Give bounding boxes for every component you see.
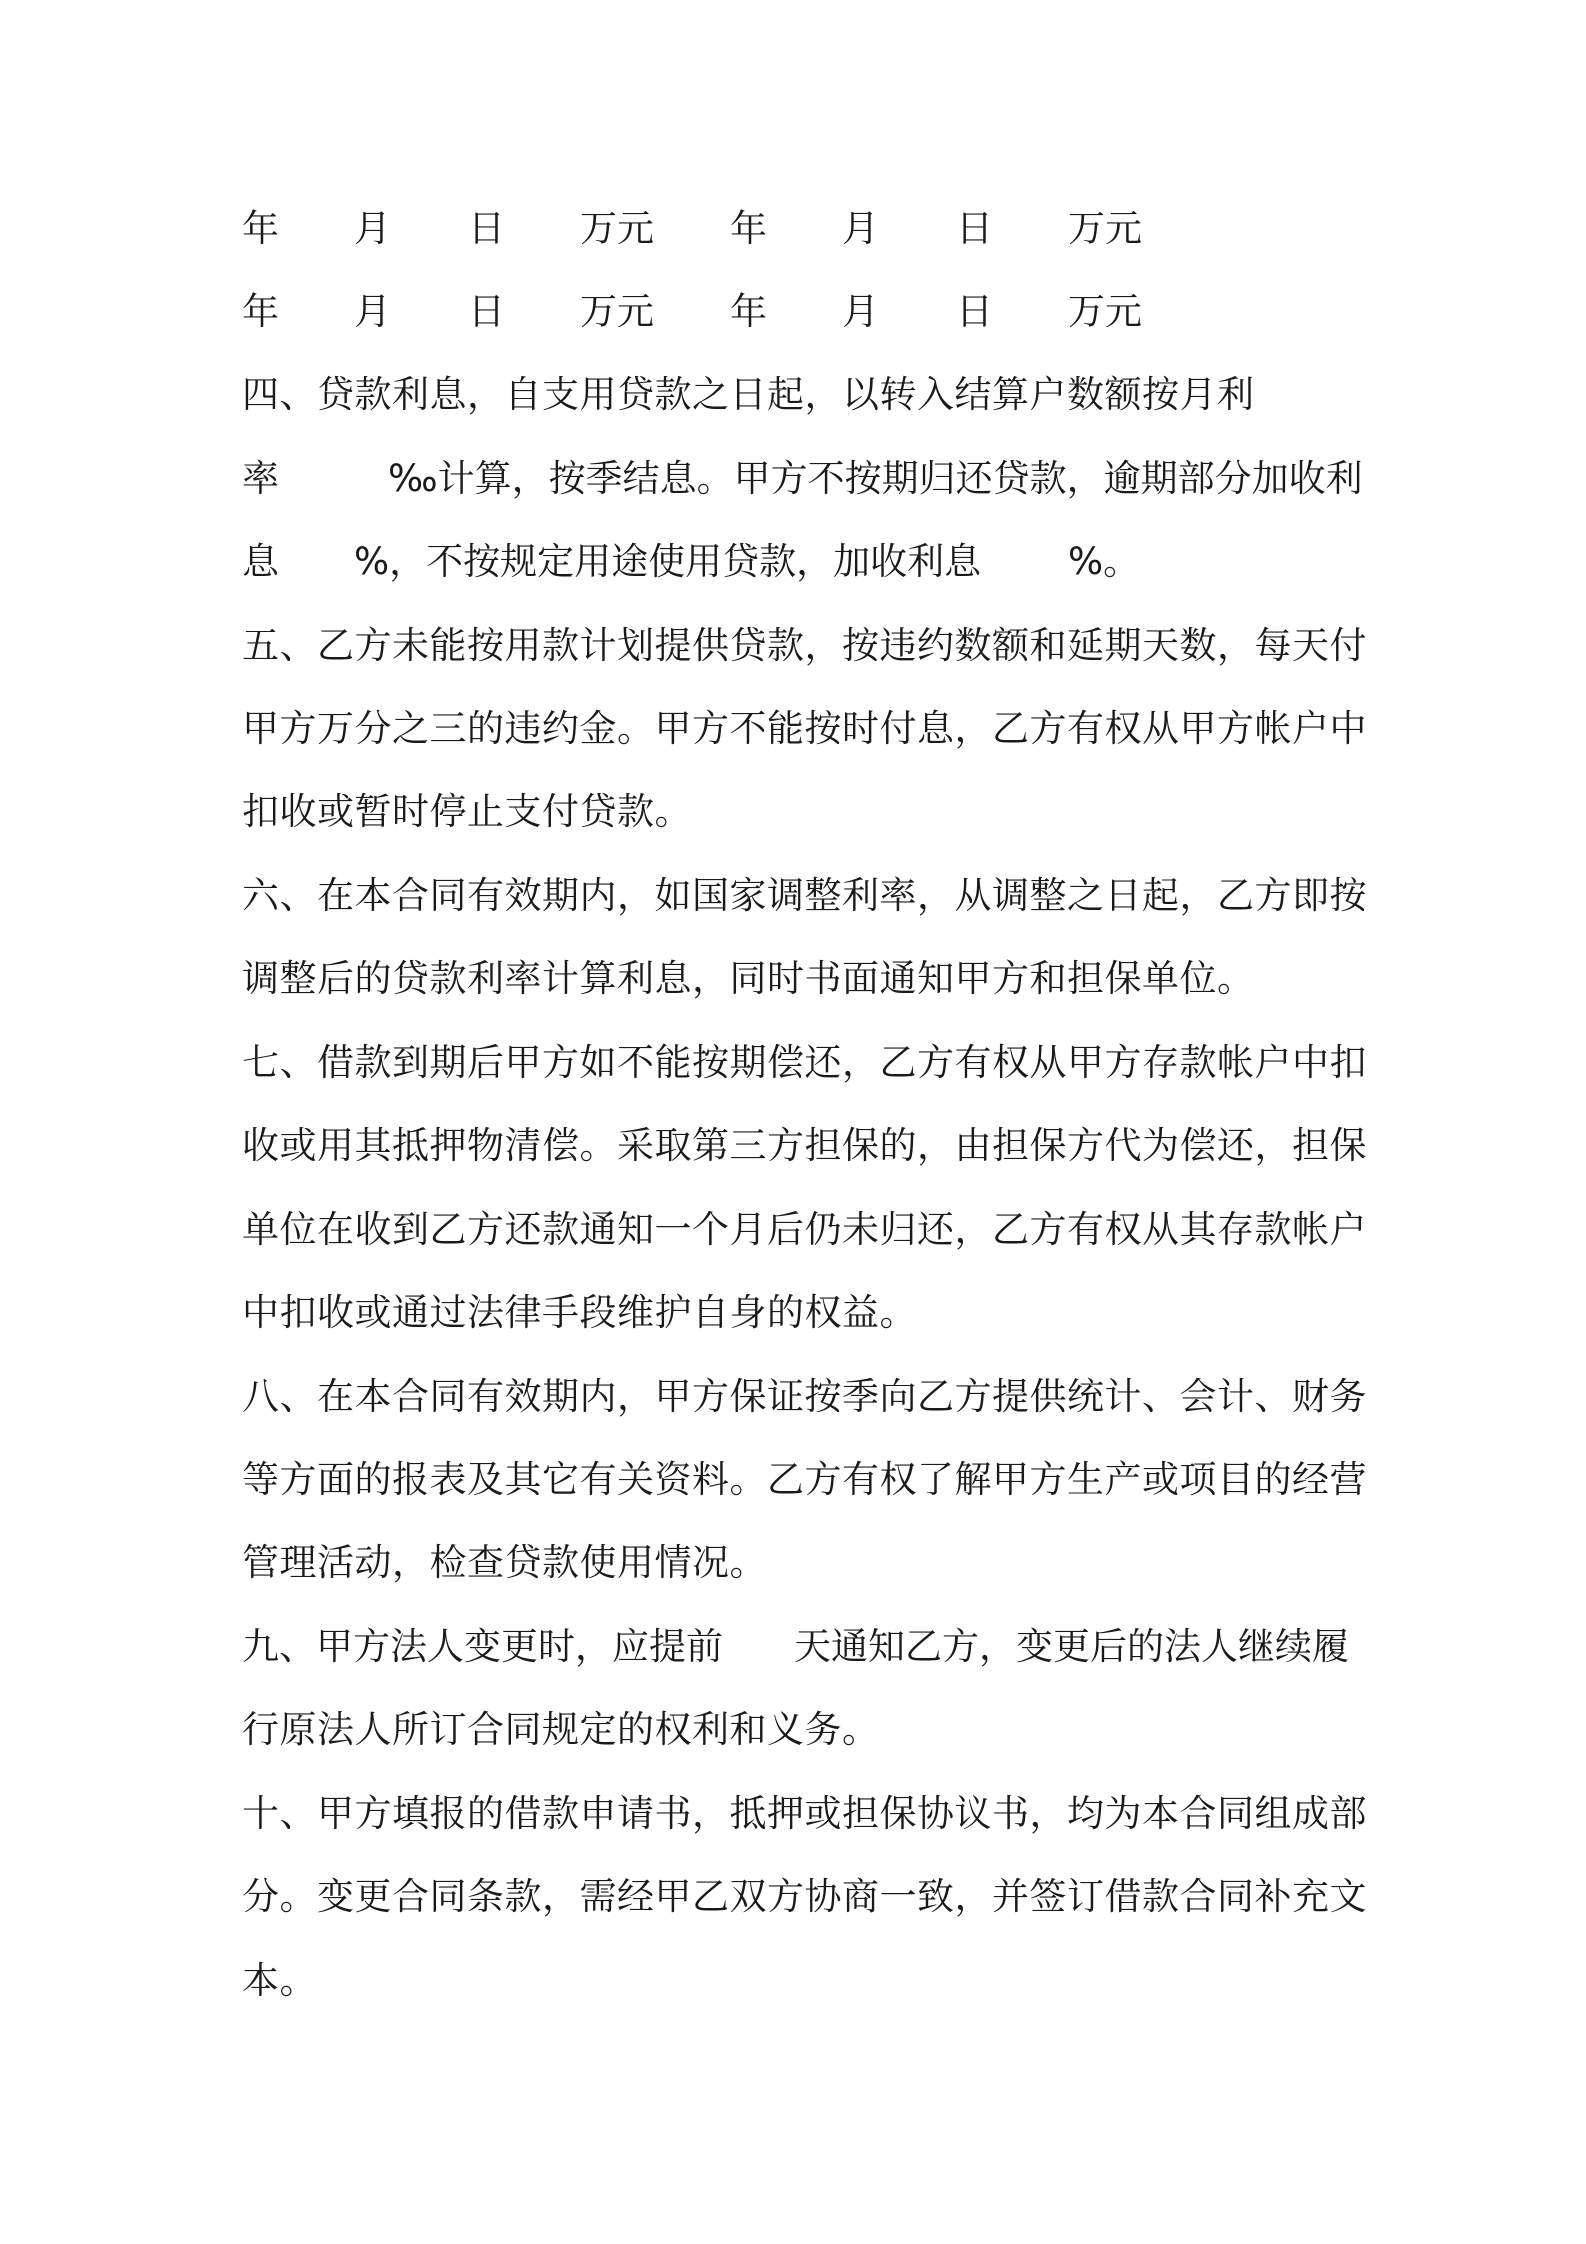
clause-4-line-2 xyxy=(0,454,1586,504)
clause-8-line-1: 八、在本合同有效期内，甲方保证按季向乙方提供统计、会计、财务 xyxy=(242,1375,1367,1418)
clause-9-line-1 xyxy=(0,1622,1586,1672)
clause-8-line-2: 等方面的报表及其它有关资料。乙方有权了解甲方生产或项目的经营 xyxy=(242,1458,1367,1501)
clause-5-line-2: 甲方万分之三的违约金。甲方不能按时付息，乙方有权从甲方帐户中 xyxy=(242,707,1367,750)
clause-4-line-3 xyxy=(0,537,1586,587)
clause-5-line-1: 五、乙方未能按用款计划提供贷款，按违约数额和延期天数，每天付 xyxy=(242,624,1367,667)
rate-label: 率 xyxy=(242,457,279,500)
amount-unit: 万元 xyxy=(580,290,654,333)
clause-9-line-2: 行原法人所订合同规定的权利和义务。 xyxy=(242,1708,880,1751)
clause-10-line-3: 本。 xyxy=(242,1959,317,2002)
interest-label: 息 xyxy=(242,540,279,583)
penalty-text: %，不按规定用途使用贷款，加收利息 xyxy=(354,540,982,583)
date-row-2 xyxy=(0,287,1586,337)
date-year: 年 xyxy=(730,290,767,333)
amount-unit: 万元 xyxy=(1068,207,1142,250)
date-month: 月 xyxy=(842,207,879,250)
date-day: 日 xyxy=(468,207,505,250)
rate-text: ‰计算，按季结息。甲方不按期归还贷款，逾期部分加收利 xyxy=(388,457,1363,500)
notice-text-a: 九、甲方法人变更时，应提前 xyxy=(242,1625,723,1668)
clause-7-line-2: 收或用其抵押物清偿。采取第三方担保的，由担保方代为偿还，担保 xyxy=(242,1124,1367,1167)
clause-10-line-2: 分。变更合同条款，需经甲乙双方协商一致，并签订借款合同补充文 xyxy=(242,1875,1367,1918)
date-row-1 xyxy=(0,204,1586,254)
date-year: 年 xyxy=(242,290,279,333)
clause-7-line-4: 中扣收或通过法律手段维护自身的权益。 xyxy=(242,1291,917,1334)
amount-unit: 万元 xyxy=(580,207,654,250)
date-day: 日 xyxy=(468,290,505,333)
amount-unit: 万元 xyxy=(1068,290,1142,333)
clause-8-line-3: 管理活动，检查贷款使用情况。 xyxy=(242,1541,767,1584)
clause-6-line-1: 六、在本合同有效期内，如国家调整利率，从调整之日起，乙方即按 xyxy=(242,874,1367,917)
penalty-percent: %。 xyxy=(1068,540,1141,583)
clause-10-line-1: 十、甲方填报的借款申请书，抵押或担保协议书，均为本合同组成部 xyxy=(242,1792,1367,1835)
clause-7-line-1: 七、借款到期后甲方如不能按期偿还，乙方有权从甲方存款帐户中扣 xyxy=(242,1041,1367,1084)
date-day: 日 xyxy=(956,207,993,250)
clause-7-line-3: 单位在收到乙方还款通知一个月后仍未归还，乙方有权从其存款帐户 xyxy=(242,1208,1367,1251)
clause-6-line-2: 调整后的贷款利率计算利息，同时书面通知甲方和担保单位。 xyxy=(242,957,1255,1000)
clause-5-line-3: 扣收或暂时停止支付贷款。 xyxy=(242,790,692,833)
notice-text-b: 天通知乙方，变更后的法人继续履 xyxy=(794,1625,1349,1668)
date-year: 年 xyxy=(730,207,767,250)
date-month: 月 xyxy=(354,290,391,333)
clause-4-line-1: 四、贷款利息，自支用贷款之日起，以转入结算户数额按月利 xyxy=(242,373,1255,416)
date-month: 月 xyxy=(842,290,879,333)
date-year: 年 xyxy=(242,207,279,250)
date-month: 月 xyxy=(354,207,391,250)
date-day: 日 xyxy=(956,290,993,333)
